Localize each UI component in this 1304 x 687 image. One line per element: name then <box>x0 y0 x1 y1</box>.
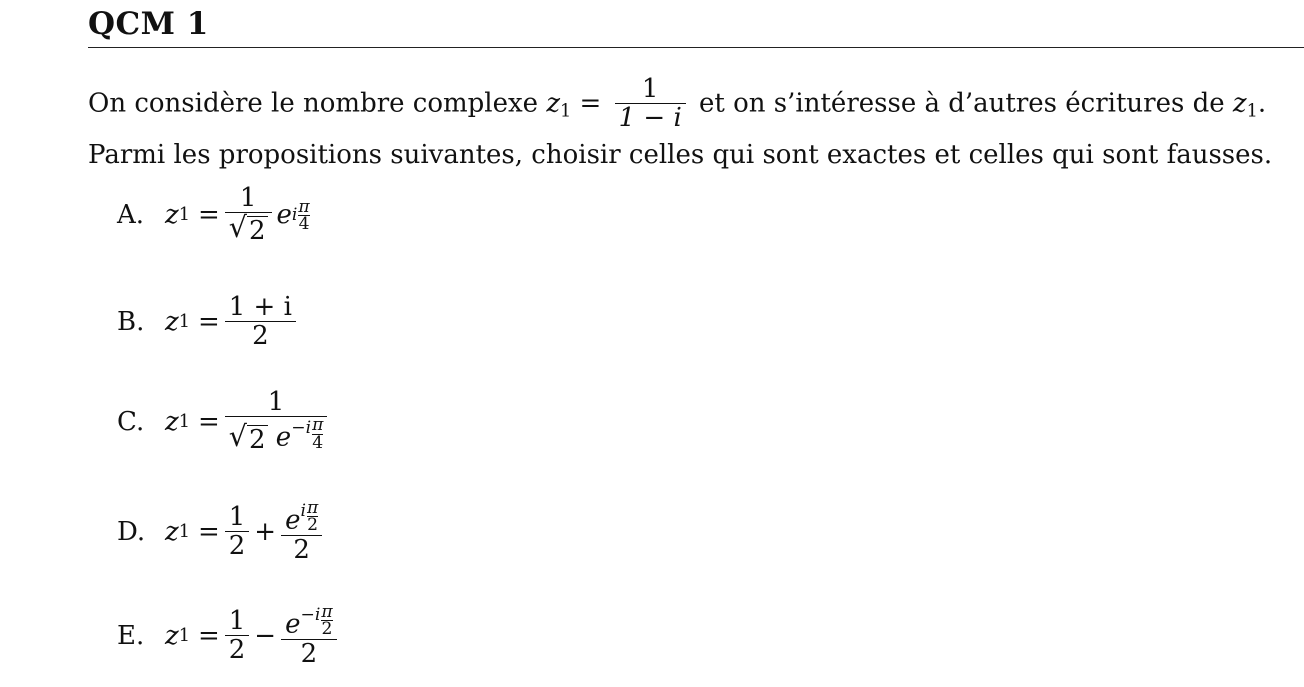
intro-line-1 <box>88 76 1266 133</box>
fraction <box>225 389 328 454</box>
equals-sign: = <box>197 621 220 652</box>
question-title: QCM 1 <box>88 6 209 42</box>
denominator <box>225 210 272 247</box>
fraction <box>225 294 296 351</box>
z-var: z <box>1232 88 1247 119</box>
option-a <box>117 185 310 246</box>
sqrt-icon: √ 2 <box>228 418 266 455</box>
z-var: z <box>165 307 179 338</box>
z-sub: 1 <box>178 626 190 647</box>
z-var: z <box>165 517 179 548</box>
numerator: 1 + i <box>228 292 292 322</box>
exp-i: i <box>291 205 298 226</box>
exp-fraction: $\frac{\pi}{2}$ <box>306 498 319 536</box>
equals-sign: = <box>197 200 220 231</box>
z-sub: 1 <box>178 522 190 543</box>
option-d <box>117 500 327 564</box>
option-letter: B. <box>117 307 145 338</box>
option-letter: D. <box>117 517 146 548</box>
plus-sign: + <box>254 517 277 548</box>
exp-base: e <box>276 200 292 231</box>
denominator: 1 − i <box>618 103 682 134</box>
intro-text-after: et on s’intéresse à d’autres écritures de <box>699 88 1225 119</box>
option-b <box>117 294 301 351</box>
numerator: 1 <box>239 183 257 213</box>
z-sub: 1 <box>560 101 572 122</box>
intro-line-2: Parmi les propositions suivantes, choisir celles qui sont exactes et celles qui sont fausses. <box>88 140 1273 170</box>
fraction: $e^{-i}$ $\frac{\pi}{2}$ 2 <box>281 604 337 668</box>
equals-sign: = <box>197 307 220 338</box>
z-sub: 1 <box>178 411 190 432</box>
fraction: $\frac{1}{2}$ <box>225 608 250 665</box>
option-letter: C. <box>117 406 145 437</box>
z-definition-fraction <box>615 76 686 133</box>
option-letter: A. <box>117 200 145 231</box>
period: . <box>1257 88 1267 119</box>
exp-fraction: $\frac{\pi}{4}$ <box>312 415 324 453</box>
denominator: 2 <box>252 321 269 352</box>
fraction: $\frac{1}{2}$ <box>225 504 250 561</box>
numerator: 1 <box>267 387 285 417</box>
option-c <box>117 389 332 454</box>
equals-sign: = <box>579 88 602 119</box>
title-rule <box>88 47 1304 48</box>
z-sub: 1 <box>1246 101 1258 122</box>
fraction: $e^i$ $\frac{\pi}{2}$ 2 <box>281 500 322 564</box>
z-var: z <box>165 200 179 231</box>
intro-text-before: On considère le nombre complexe <box>88 88 539 119</box>
z-var: z <box>165 406 179 437</box>
z-var: z <box>165 621 179 652</box>
fraction <box>225 185 272 246</box>
equals-sign: = <box>197 406 220 437</box>
equals-sign: = <box>197 517 220 548</box>
minus-sign: − <box>254 621 277 652</box>
option-letter: E. <box>117 621 145 652</box>
exp-fraction: $\frac{\pi}{2}$ <box>321 602 333 640</box>
z-var: z <box>546 88 561 119</box>
z-sub: 1 <box>178 312 190 333</box>
sqrt-icon: √ 2 <box>228 210 266 247</box>
denominator: √ 2 $e^{-i}$ $\frac{\pi}{4}$ <box>228 415 324 455</box>
numerator: 1 <box>641 74 659 104</box>
exp-fraction: $\frac{\pi}{4}$ <box>298 196 310 234</box>
z-sub: 1 <box>178 205 190 226</box>
option-e <box>117 604 342 668</box>
